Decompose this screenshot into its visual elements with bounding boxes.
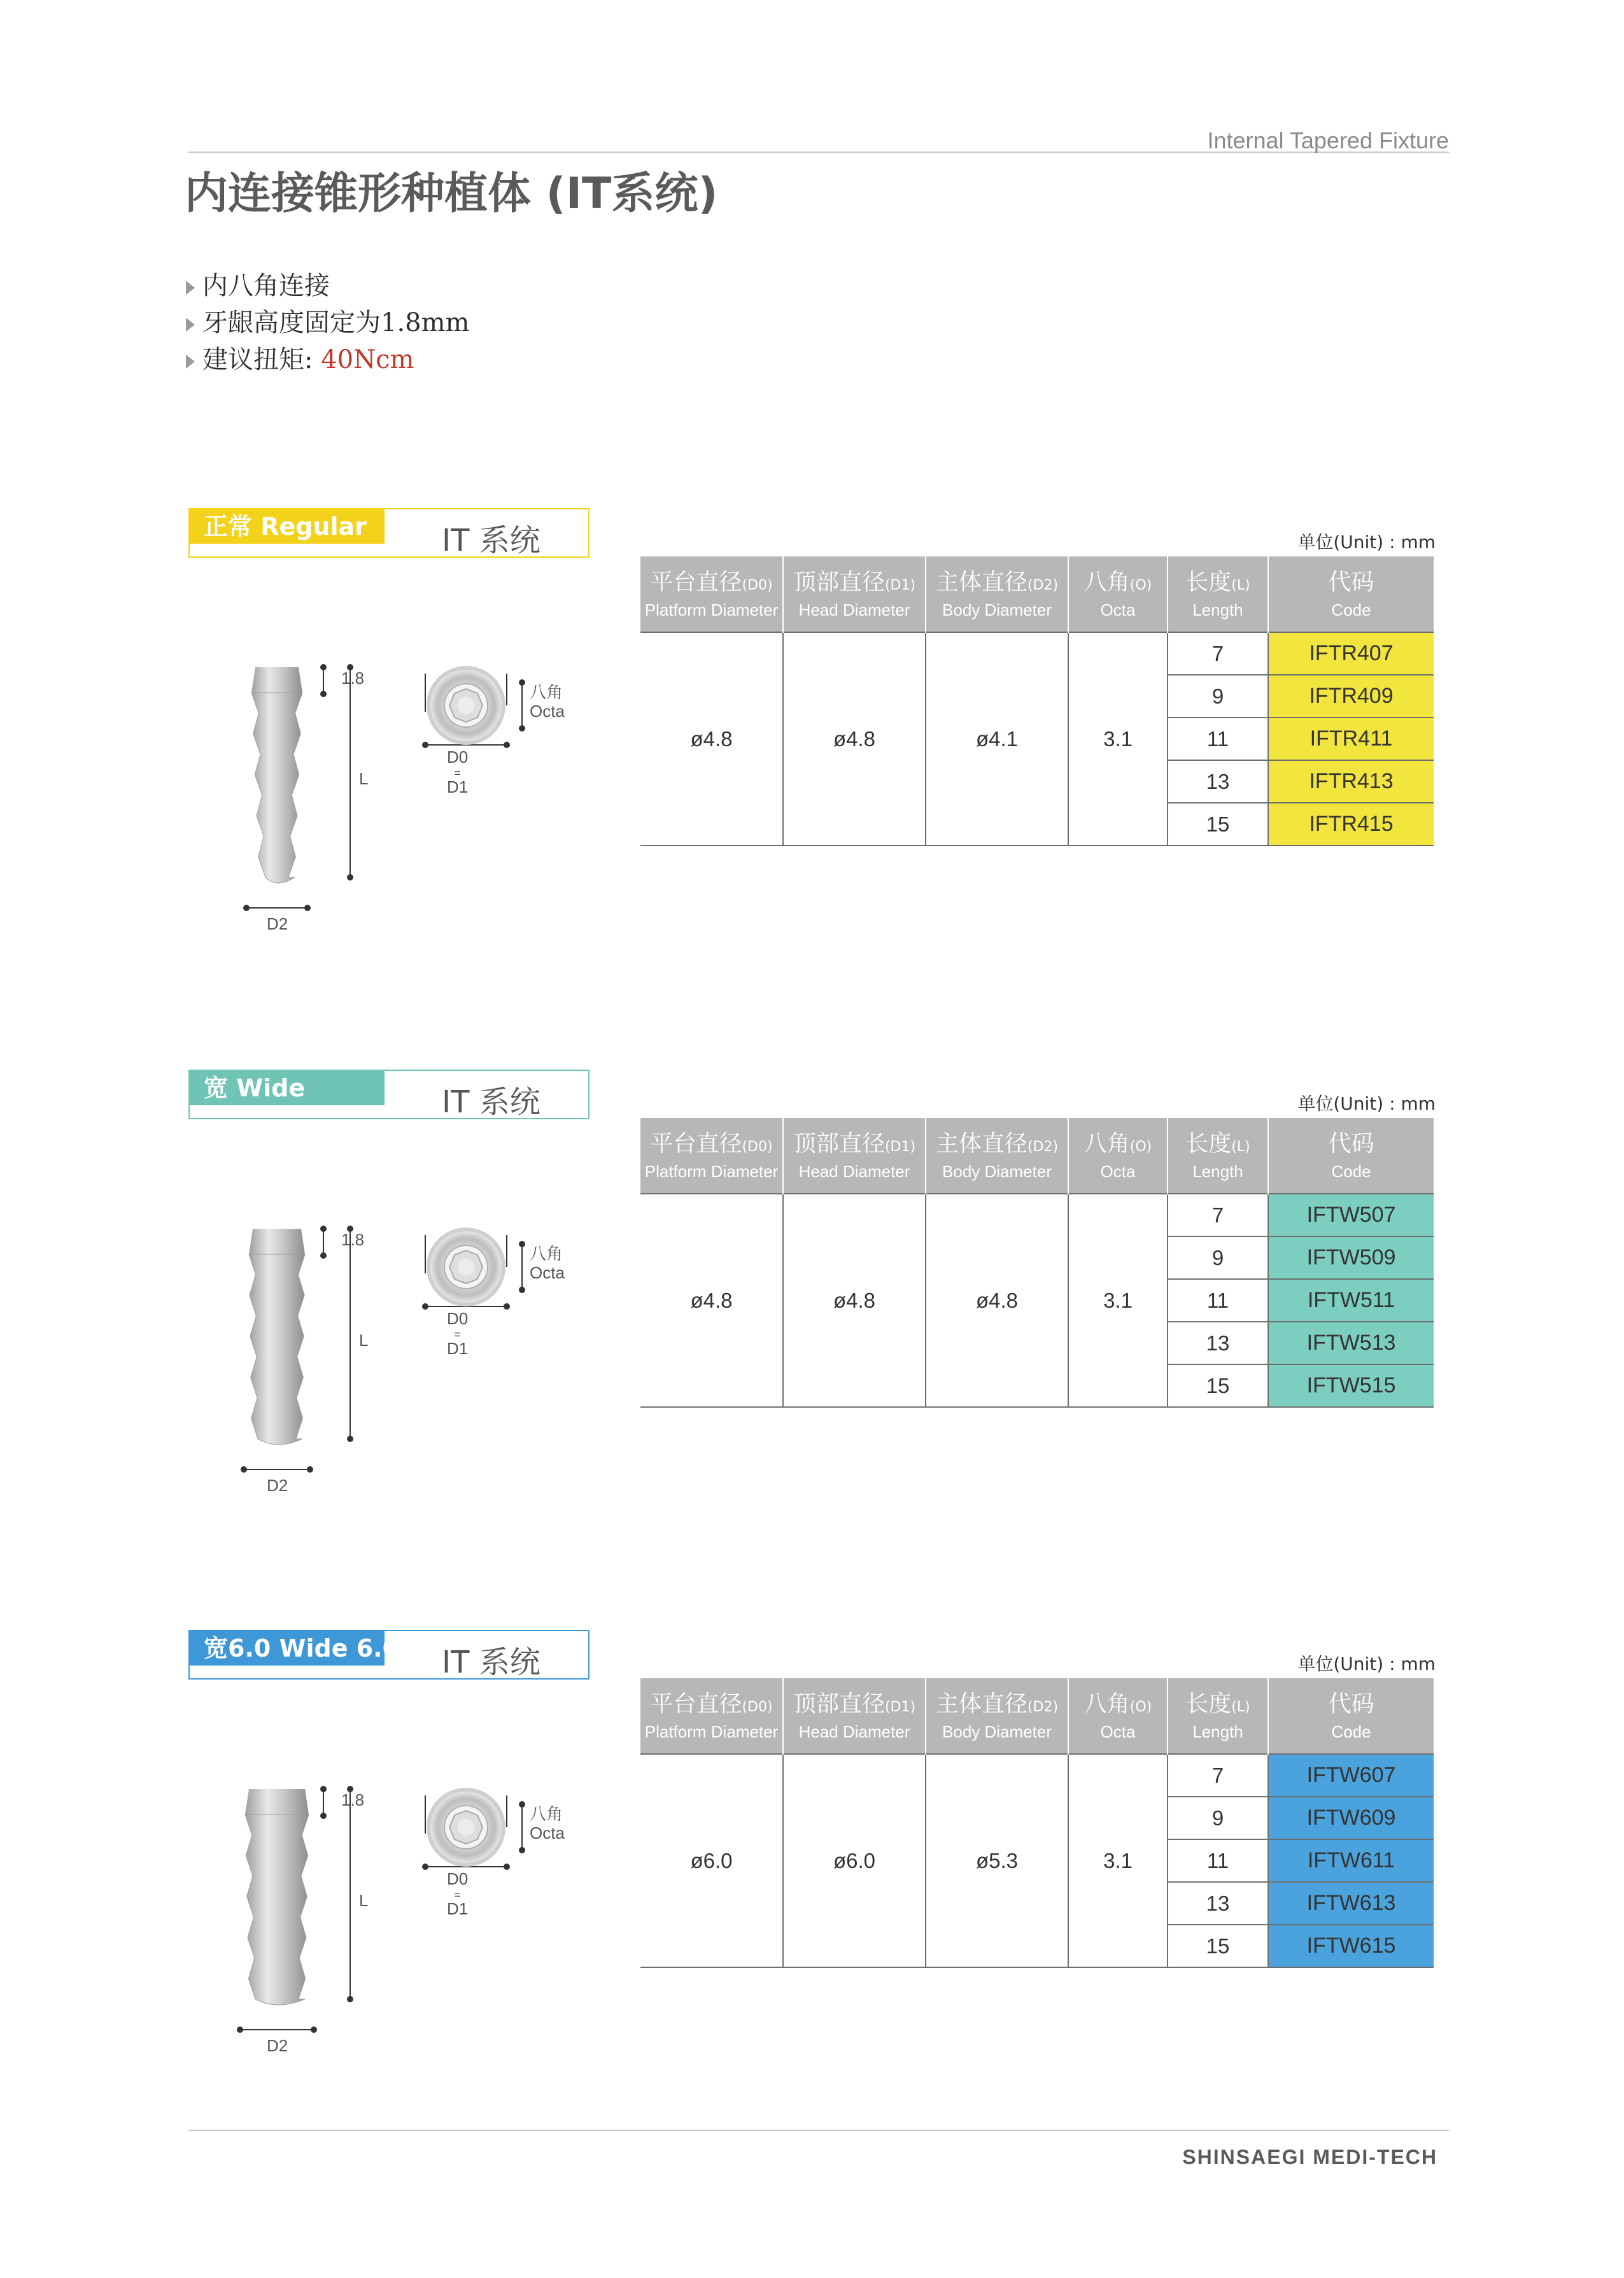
column-header-en: Code — [1331, 1161, 1371, 1181]
top-view-disc-icon — [427, 1227, 505, 1306]
page-subtitle: Internal Tapered Fixture — [1207, 127, 1449, 153]
cell-d2: ø4.1 — [926, 632, 1068, 845]
column-header-zh: 主体直径(D2) — [935, 1690, 1059, 1717]
length-dimension-label: L — [359, 1891, 369, 1910]
column-header-zh: 八角(O) — [1084, 1130, 1152, 1157]
column-header-zh: 主体直径(D2) — [935, 569, 1059, 595]
implant-body-icon — [245, 1789, 309, 2005]
column-header-zh: 顶部直径(D1) — [793, 569, 916, 595]
column-header-en: Code — [1331, 600, 1371, 619]
column-header-zh: 主体直径(D2) — [935, 1130, 1059, 1157]
cell-d0: ø4.8 — [640, 1194, 783, 1407]
column-header — [1268, 1118, 1434, 1194]
octa-zh-label: 八角 — [530, 1244, 563, 1263]
cell-length: 13 — [1168, 1882, 1268, 1925]
column-header-en: Length — [1192, 1722, 1243, 1741]
cell-octa: 3.1 — [1068, 1194, 1168, 1407]
octa-zh-label: 八角 — [530, 683, 563, 702]
column-header-zh: 顶部直径(D1) — [793, 1130, 916, 1157]
column-header-en: Platform Diameter — [644, 1722, 779, 1741]
column-header — [1268, 556, 1434, 632]
column-header — [926, 1678, 1068, 1754]
footer-brand: SHINSAEGI MEDI-TECH — [1182, 2146, 1437, 2168]
length-dimension-label: L — [359, 769, 369, 788]
column-header — [1068, 1678, 1168, 1754]
feature-list — [186, 267, 469, 378]
cell-octa: 3.1 — [1068, 632, 1168, 845]
section-tag — [188, 508, 590, 558]
octa-zh-label: 八角 — [530, 1804, 563, 1823]
implant-drawing — [223, 1776, 618, 2076]
d0-label: D0 — [447, 1869, 469, 1888]
octa-label — [530, 1244, 565, 1282]
height-dimension-label: 1.8 — [341, 1230, 365, 1249]
page-title: 内连接锥形种植体 (IT系统) — [185, 169, 718, 219]
column-header — [1168, 556, 1268, 632]
footer-rule — [188, 2130, 1449, 2131]
bullet-triangle-icon — [186, 318, 195, 332]
feature-item — [186, 341, 469, 378]
cell-length: 9 — [1168, 1797, 1268, 1839]
height-dimension-label: 1.8 — [341, 669, 365, 688]
column-header — [1068, 1118, 1168, 1194]
column-header-en: Head Diameter — [798, 1722, 910, 1741]
column-header-en: Length — [1192, 1161, 1243, 1181]
column-header-zh: 代码 — [1328, 1690, 1374, 1717]
d1-label: D1 — [447, 1339, 469, 1358]
cell-d0: ø4.8 — [640, 632, 783, 845]
table-header-row — [640, 556, 1434, 632]
bullet-triangle-icon — [186, 355, 195, 369]
column-header — [640, 1118, 783, 1194]
d1-label: D1 — [447, 777, 469, 796]
cell-length: 11 — [1168, 718, 1268, 760]
cell-d2: ø5.3 — [926, 1754, 1068, 1967]
column-header — [1068, 556, 1168, 632]
cell-d0: ø6.0 — [640, 1754, 783, 1967]
equals-label: = — [454, 767, 461, 779]
column-header — [1168, 1678, 1268, 1754]
section-tag-label: 宽 Wide — [190, 1071, 385, 1105]
column-header-en: Code — [1331, 1722, 1371, 1741]
table-row — [640, 632, 1434, 675]
d1-label: D1 — [447, 1899, 469, 1918]
cell-code: IFTR415 — [1268, 803, 1434, 845]
column-header-en: Octa — [1100, 1722, 1136, 1741]
equals-label: = — [454, 1888, 461, 1901]
product-section — [0, 508, 1624, 1068]
top-view-disc-icon — [427, 666, 505, 745]
column-header — [783, 1678, 926, 1754]
cell-code: IFTW511 — [1268, 1279, 1434, 1322]
cell-code: IFTR407 — [1268, 632, 1434, 675]
section-tag-system: IT 系统 — [442, 1084, 540, 1120]
cell-length: 13 — [1168, 1322, 1268, 1364]
column-header — [640, 556, 783, 632]
column-header-zh: 代码 — [1328, 569, 1374, 595]
section-tag — [188, 1070, 590, 1119]
feature-item — [186, 304, 469, 341]
octa-en-label: Octa — [530, 1823, 565, 1843]
column-header-zh: 长度(L) — [1185, 1130, 1250, 1157]
cell-length: 13 — [1168, 760, 1268, 803]
d0-label: D0 — [447, 747, 469, 767]
column-header-zh: 长度(L) — [1185, 1690, 1250, 1717]
column-header — [926, 556, 1068, 632]
implant-body-icon — [251, 667, 302, 883]
d0-label: D0 — [447, 1309, 469, 1328]
section-tag — [188, 1630, 590, 1680]
spec-table — [640, 1678, 1434, 1968]
implant-drawing — [223, 1216, 618, 1515]
spec-table — [640, 556, 1434, 846]
column-header-zh: 八角(O) — [1084, 569, 1152, 595]
column-header — [926, 1118, 1068, 1194]
column-header-zh: 平台直径(D0) — [650, 1130, 773, 1157]
column-header-zh: 代码 — [1328, 1130, 1374, 1157]
height-dimension-label: 1.8 — [341, 1790, 365, 1809]
feature-text: 内八角连接 — [202, 271, 330, 301]
length-dimension-label: L — [359, 1331, 369, 1350]
cell-length: 15 — [1168, 1364, 1268, 1407]
column-header-en: Body Diameter — [942, 1161, 1052, 1181]
cell-d1: ø4.8 — [783, 632, 926, 845]
cell-octa: 3.1 — [1068, 1754, 1168, 1967]
product-section — [0, 1630, 1624, 2190]
cell-length: 11 — [1168, 1839, 1268, 1882]
implant-drawing — [223, 654, 618, 954]
column-header — [783, 1118, 926, 1194]
cell-length: 15 — [1168, 803, 1268, 845]
unit-note: 单位(Unit) : mm — [1297, 1093, 1436, 1114]
cell-d2: ø4.8 — [926, 1194, 1068, 1407]
cell-code: IFTR409 — [1268, 675, 1434, 718]
unit-note: 单位(Unit) : mm — [1297, 532, 1436, 553]
top-view-disc-icon — [427, 1788, 505, 1867]
cell-d1: ø4.8 — [783, 1194, 926, 1407]
cell-length: 7 — [1168, 1194, 1268, 1236]
cell-code: IFTW611 — [1268, 1839, 1434, 1882]
equals-label: = — [454, 1328, 461, 1341]
implant-body-icon — [249, 1229, 305, 1445]
cell-length: 9 — [1168, 675, 1268, 718]
cell-code: IFTW509 — [1268, 1236, 1434, 1279]
section-tag-system: IT 系统 — [442, 523, 540, 558]
column-header-en: Body Diameter — [942, 600, 1052, 619]
table-header-row — [640, 1678, 1434, 1754]
body-diameter-label: D2 — [267, 2036, 288, 2055]
column-header-zh: 平台直径(D0) — [650, 1690, 773, 1717]
cell-code: IFTW607 — [1268, 1754, 1434, 1797]
column-header-en: Length — [1192, 600, 1243, 619]
column-header — [640, 1678, 783, 1754]
body-diameter-label: D2 — [267, 1476, 288, 1495]
table-header-row — [640, 1118, 1434, 1194]
spec-table — [640, 1118, 1434, 1408]
octa-label — [530, 1804, 565, 1843]
platform-diameter-label — [447, 747, 469, 796]
column-header-en: Octa — [1100, 1161, 1136, 1181]
cell-length: 7 — [1168, 632, 1268, 675]
cell-code: IFTW609 — [1268, 1797, 1434, 1839]
column-header-en: Head Diameter — [798, 1161, 910, 1181]
column-header-en: Octa — [1100, 600, 1136, 619]
column-header-zh: 顶部直径(D1) — [793, 1690, 916, 1717]
cell-code: IFTW613 — [1268, 1882, 1434, 1925]
body-diameter-label: D2 — [267, 914, 288, 933]
platform-diameter-label — [447, 1869, 469, 1918]
cell-code: IFTW513 — [1268, 1322, 1434, 1364]
column-header-zh: 平台直径(D0) — [650, 569, 773, 595]
column-header-en: Platform Diameter — [644, 600, 779, 619]
cell-code: IFTR411 — [1268, 718, 1434, 760]
cell-code: IFTW615 — [1268, 1925, 1434, 1967]
column-header-en: Head Diameter — [798, 600, 910, 619]
octa-en-label: Octa — [530, 1263, 565, 1282]
feature-text: 牙龈高度固定为1.8mm — [202, 308, 470, 337]
cell-length: 11 — [1168, 1279, 1268, 1322]
octa-en-label: Octa — [530, 702, 565, 721]
cell-d1: ø6.0 — [783, 1754, 926, 1967]
cell-length: 7 — [1168, 1754, 1268, 1797]
cell-length: 9 — [1168, 1236, 1268, 1279]
column-header-en: Body Diameter — [942, 1722, 1052, 1741]
feature-item — [186, 267, 469, 304]
octa-label — [530, 683, 565, 721]
cell-length: 15 — [1168, 1925, 1268, 1967]
unit-note: 单位(Unit) : mm — [1297, 1653, 1436, 1674]
bullet-triangle-icon — [186, 281, 195, 295]
torque-value: 40Ncm — [321, 345, 414, 374]
feature-text: 建议扭矩: — [202, 345, 321, 374]
table-row — [640, 1754, 1434, 1797]
table-row — [640, 1194, 1434, 1236]
column-header — [783, 556, 926, 632]
column-header-zh: 八角(O) — [1084, 1690, 1152, 1717]
column-header — [1268, 1678, 1434, 1754]
cell-code: IFTW515 — [1268, 1364, 1434, 1407]
product-section — [0, 1070, 1624, 1630]
section-tag-label: 宽6.0 Wide 6.0 — [190, 1631, 385, 1666]
section-tag-label: 正常 Regular — [190, 509, 385, 544]
column-header-zh: 长度(L) — [1185, 569, 1250, 595]
column-header — [1168, 1118, 1268, 1194]
cell-code: IFTR413 — [1268, 760, 1434, 803]
cell-code: IFTW507 — [1268, 1194, 1434, 1236]
platform-diameter-label — [447, 1309, 469, 1358]
section-tag-system: IT 系统 — [442, 1645, 540, 1680]
column-header-en: Platform Diameter — [644, 1161, 779, 1181]
